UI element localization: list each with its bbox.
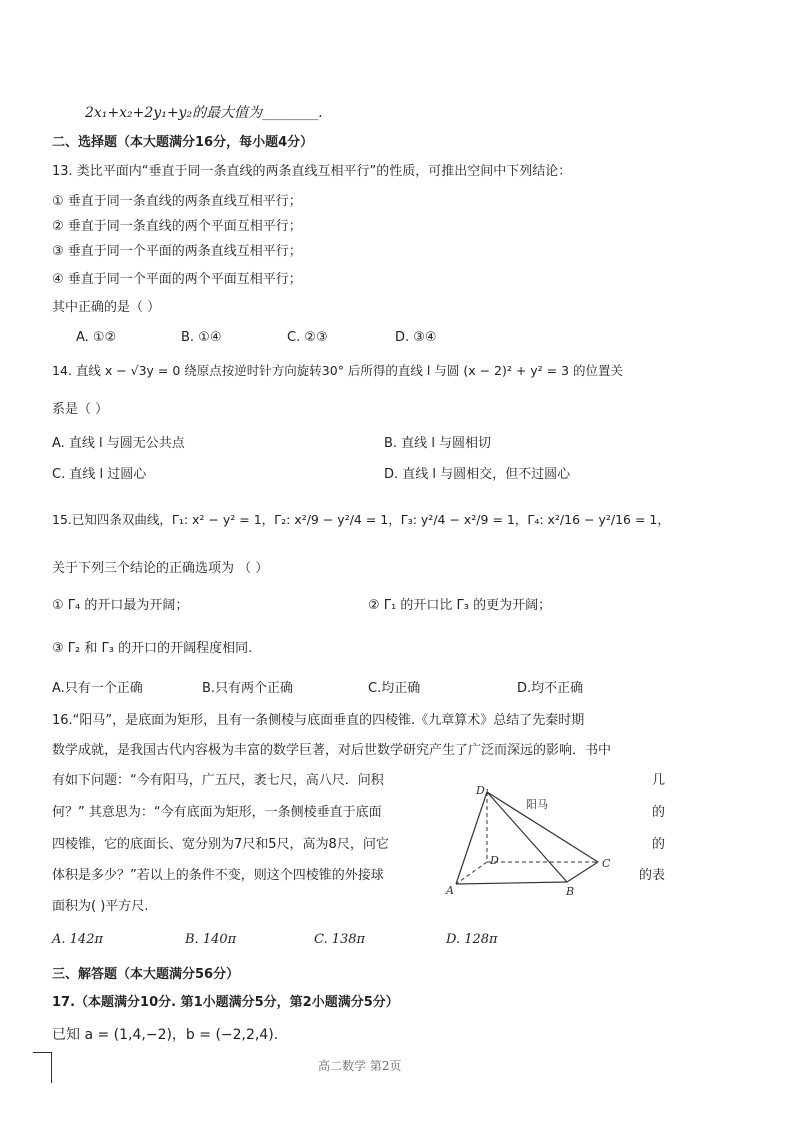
- q16-line-6: 体积是多少？”若以上的条件不变，则这个四棱锥的外接球: [52, 868, 384, 883]
- q16-line-1: 16.“阳马”，是底面为矩形，且有一条侧棱与底面垂直的四棱锥.《九章算术》总结了先秦时期: [52, 713, 585, 728]
- top-line: 2x₁+x₂+2y₁+y₂的最大值为________.: [85, 105, 323, 121]
- q16-line-6-tail: 的表: [639, 868, 666, 883]
- q15-option-a: A.只有一个正确: [52, 681, 143, 696]
- q15-conclusion-3: ③ Γ₂ 和 Γ₃ 的开口的开阔程度相同.: [52, 641, 253, 656]
- q17-given: 已知 a = (1,4,−2)，b = (−2,2,4).: [52, 1027, 279, 1043]
- q14-option-a: A. 直线 l 与圆无公共点: [52, 436, 185, 451]
- q14-option-c: C. 直线 l 过圆心: [52, 467, 147, 482]
- section-3-heading: 三、解答题（本大题满分56分）: [52, 967, 240, 982]
- label-b: B: [566, 885, 575, 898]
- q16-option-c: C. 138π: [314, 932, 366, 947]
- q16-line-7: 面积为( )平方尺.: [52, 899, 149, 914]
- label-c: C: [602, 857, 611, 870]
- page-footer: 高二数学 第2页: [318, 1059, 402, 1073]
- label-d: D: [490, 854, 499, 867]
- q13-item-1: ① 垂直于同一条直线的两条直线互相平行；: [52, 194, 302, 209]
- q16-line-3-tail: 几: [652, 773, 666, 788]
- q16-line-3: 有如下问题：“今有阳马，广五尺，袤七尺，高八尺．问积: [52, 773, 384, 788]
- q15-option-d: D.均不正确: [517, 681, 584, 696]
- q13-option-b: B. ①④: [181, 330, 222, 345]
- q13-stem: 13. 类比平面内“垂直于同一条直线的两条直线互相平行”的性质，可推出空间中下列结论：: [52, 164, 572, 179]
- q13-item-3: ③ 垂直于同一个平面的两条直线互相平行；: [52, 244, 302, 259]
- q14-stem: 14. 直线 x − √3y = 0 绕原点按逆时针方向旋转30° 后所得的直线 l 与圆 (x − 2)² + y² = 3 的位置关: [52, 363, 624, 378]
- corner-mark: [33, 1052, 52, 1083]
- q15-option-c: C.均正确: [368, 681, 421, 696]
- q13-item-2: ② 垂直于同一条直线的两个平面互相平行；: [52, 219, 302, 234]
- q15-conclusion-2: ② Γ₁ 的开口比 Γ₃ 的更为开阔；: [368, 598, 552, 613]
- q14-option-b: B. 直线 l 与圆相切: [384, 436, 492, 451]
- q16-option-d: D. 128π: [446, 932, 498, 947]
- q16-option-b: B. 140π: [185, 932, 237, 947]
- q15-ask: 关于下列三个结论的正确选项为 （ ）: [52, 561, 269, 576]
- pyramid-diagram: [442, 770, 622, 900]
- section-2-heading: 二、选择题（本大题满分16分，每小题4分）: [52, 135, 314, 150]
- q16-line-5: 四棱锥，它的底面长、宽分别为7尺和5尺，高为8尺，问它: [52, 837, 389, 852]
- q16-line-4: 何？” 其意思为：“今有底面为矩形，一条侧棱垂直于底面: [52, 805, 382, 820]
- q16-line-4-tail: 的: [652, 805, 666, 820]
- q13-item-4: ④ 垂直于同一个平面的两个平面互相平行；: [52, 272, 302, 287]
- figure-title: 阳马: [526, 798, 548, 811]
- q15-option-b: B.只有两个正确: [202, 681, 294, 696]
- q13-option-d: D. ③④: [395, 330, 437, 345]
- q16-option-a: A. 142π: [52, 932, 104, 947]
- q16-line-5-tail: 的: [652, 837, 666, 852]
- q14-option-d: D. 直线 l 与圆相交，但不过圆心: [384, 467, 571, 482]
- q13-ask: 其中正确的是（ ）: [52, 300, 161, 315]
- q13-option-a: A. ①②: [76, 330, 117, 345]
- yangma-pyramid-figure: [442, 770, 622, 904]
- q15-conclusion-1: ① Γ₄ 的开口最为开阔；: [52, 598, 189, 613]
- q17-heading: 17.（本题满分10分. 第1小题满分5分，第2小题满分5分）: [52, 995, 399, 1010]
- q13-option-c: C. ②③: [287, 330, 328, 345]
- label-d1: D₁: [476, 784, 490, 797]
- q16-line-2: 数学成就，是我国古代内容极为丰富的数学巨著，对后世数学研究产生了广泛而深远的影响．书中: [52, 743, 612, 758]
- q14-stem-2: 系是（ ）: [52, 402, 109, 417]
- label-a: A: [446, 884, 454, 897]
- q15-stem: 15.已知四条双曲线，Γ₁: x² − y² = 1，Γ₂: x²/9 − y²/4 = 1，Γ₃: y²/4 − x²/9 = 1，Γ₄: x²/16 − y²/16 = 1，: [52, 512, 670, 527]
